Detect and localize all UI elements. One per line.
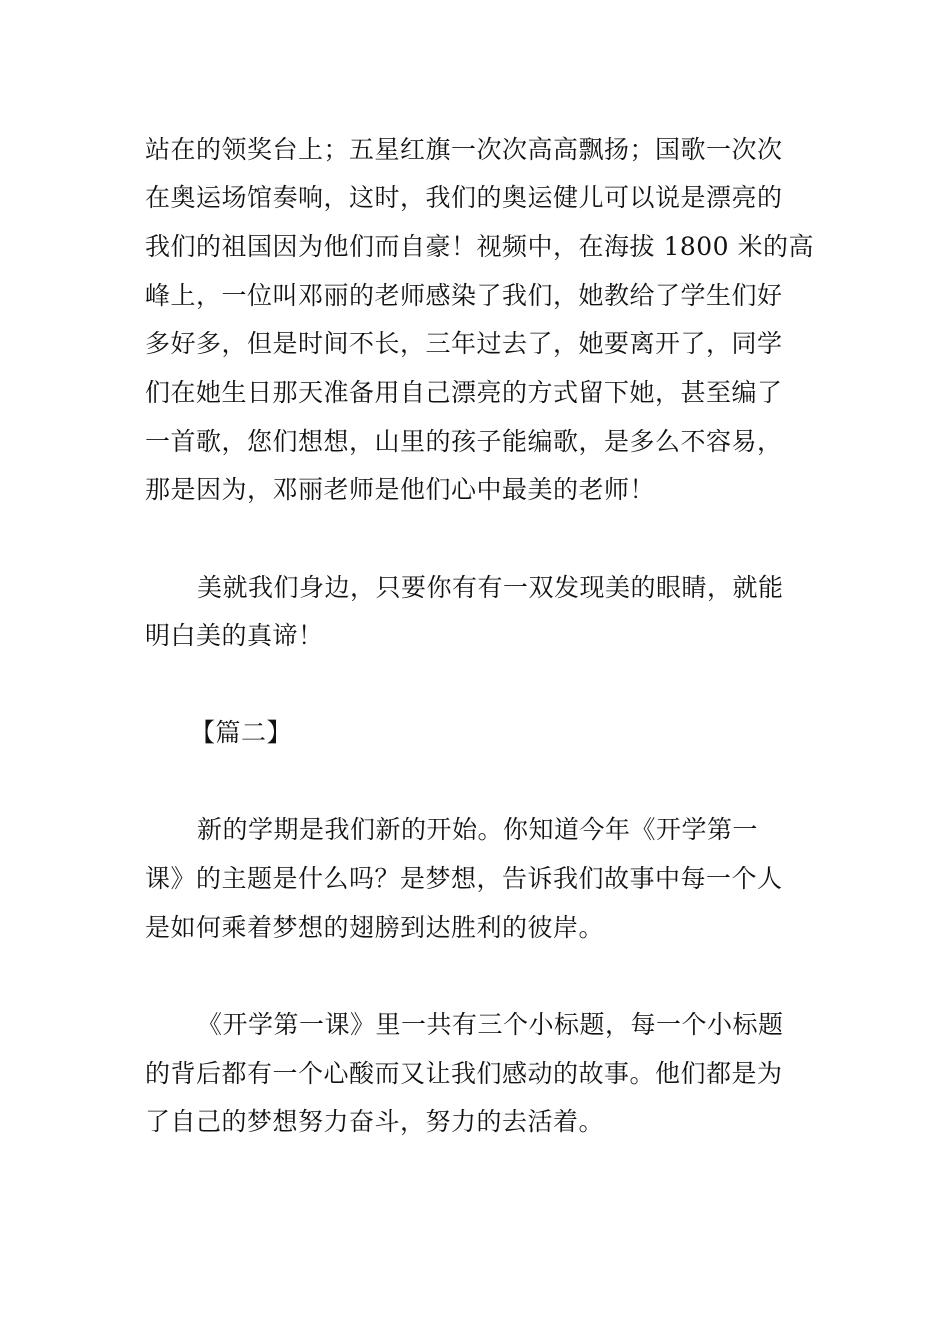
text-line: 明白美的真谛！ (145, 621, 324, 650)
section-heading: 【篇二】 (190, 718, 293, 747)
text-line: 我们的祖国因为他们而自豪！视频中，在海拔 1800 米的高 (145, 232, 815, 261)
text-line: 在奥运场馆奏响，这时，我们的奥运健儿可以说是漂亮的 (145, 183, 783, 212)
text-line: 《开学第一课》里一共有三个小标题，每一个小标题 (197, 1010, 784, 1039)
text-line: 是如何乘着梦想的翅膀到达胜利的彼岸。 (145, 913, 605, 942)
text-line: 站在的领奖台上；五星红旗一次次高高飘扬；国歌一次次 (145, 135, 783, 164)
text-line: 们在她生日那天准备用自己漂亮的方式留下她，甚至编了 (145, 378, 783, 407)
text-line: 了自己的梦想努力奋斗，努力的去活着。 (145, 1107, 605, 1136)
text-line: 美就我们身边，只要你有有一双发现美的眼睛，就能 (197, 573, 784, 602)
text-line: 峰上，一位叫邓丽的老师感染了我们，她教给了学生们好 (145, 281, 783, 310)
text-line: 一首歌，您们想想，山里的孩子能编歌，是多么不容易， (145, 427, 783, 456)
text-line: 课》的主题是什么吗？是梦想，告诉我们故事中每一个人 (145, 864, 783, 893)
text-line: 的背后都有一个心酸而又让我们感动的故事。他们都是为 (145, 1059, 783, 1088)
text-line: 那是因为，邓丽老师是他们心中最美的老师！ (145, 475, 656, 504)
text-line: 多好多，但是时间不长，三年过去了，她要离开了，同学 (145, 329, 783, 358)
text-line: 新的学期是我们新的开始。你知道今年《开学第一 (197, 815, 759, 844)
